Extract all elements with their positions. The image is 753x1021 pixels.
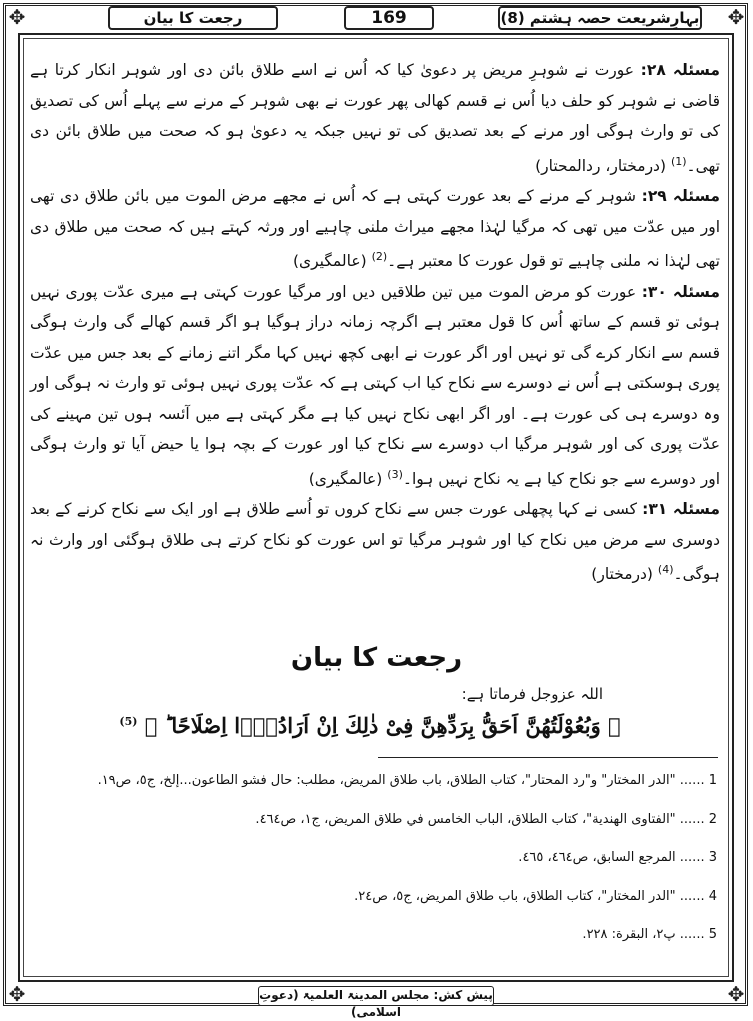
ornament-icon: ✥ — [8, 982, 26, 1006]
footnote-item: 2 ...... "الفتاوى الهندية"، كتاب الطلاق، الباب الخامس في طلاق المريض، ج١، ص٤٦٤. — [255, 811, 717, 827]
footnote-divider — [378, 757, 718, 758]
source-citation: (درمختار) — [591, 565, 653, 584]
intro-line: اللہ عزوجل فرماتا ہے: — [461, 685, 603, 703]
footnotes — [40, 762, 717, 955]
footnote-item: 5 ...... پ٢، البقرة: ٢٢٨. — [582, 927, 717, 942]
footnote-marker: 1 — [708, 773, 717, 788]
ornament-icon: ✥ — [727, 982, 745, 1006]
footnote-item: 4 ...... "الدر المختار"، كتاب الطلاق، باب طلاق المريض، ج٥، ص٢٤. — [354, 888, 717, 904]
masala-28 — [30, 55, 720, 181]
footnote-text: "الدر المختار"، كتاب الطلاق، باب طلاق المريض، ج٥، ص٢٤. — [354, 888, 676, 904]
footnote-ref: (1) — [670, 154, 687, 168]
masala-label: مسئلہ ۲۹: — [641, 187, 720, 206]
masala-text: شوہر کے مرنے کے بعد عورت کہتی ہے کہ اُس نے مجھے مرض الموت میں بائن طلاق دی تھی اور میں عدّت میں تھی کہ مرگیا لہٰذا مجھے میراث ملنی چاہیے اور ورثہ کہتے ہیں کہ صحت میں طلاق دی تھی لہٰذا نہ ملنی چاہیے تو قول عورت کا معتبر ہے۔ — [30, 187, 720, 271]
header-chapter-title: رجعت کا بیان — [108, 6, 278, 30]
footnote-marker: 2 — [708, 811, 717, 827]
footnote-item: 1 ...... "الدر المختار" و"رد المحتار"، كتاب الطلاق، باب طلاق المريض، مطلب: حال فشو الطاعون...إلخ، ج٥، ص١٩. — [97, 773, 717, 788]
footnote-text: "الفتاوى الهندية"، كتاب الطلاق، الباب الخامس في طلاق المريض، ج١، ص٤٦٤. — [255, 811, 676, 827]
quran-verse — [90, 713, 650, 738]
ornament-icon: ✥ — [727, 5, 745, 29]
section-heading: رجعت کا بیان — [290, 643, 463, 673]
footnote-marker: 4 — [708, 888, 717, 904]
footnote-ref: (5) — [119, 715, 138, 728]
source-citation: (درمختار، ردالمحتار) — [535, 156, 666, 175]
masala-label: مسئلہ ۳۰: — [641, 282, 720, 301]
publisher-footer: پیش کش: مجلس المدینۃ العلمیۃ (دعوتِ اسلامی) — [259, 988, 493, 1019]
footnote-ref: (2) — [371, 250, 388, 264]
footnote-marker: 3 — [708, 850, 717, 865]
ornament-icon: ✥ — [8, 5, 26, 29]
footnote-text: "الدر المختار" و"رد المحتار"، كتاب الطلاق، باب طلاق المريض، مطلب: حال فشو الطاعون...إلخ، ج٥، ص١٩. — [97, 773, 676, 788]
footnote-ref: (3) — [387, 467, 403, 481]
page-number: 169 — [344, 6, 434, 30]
masala-text: عورت نے شوہرِ مریض پر دعویٰ کیا کہ اُس نے اسے طلاق بائن دی اور شوہر انکار کرتا ہے قاضی نے شوہر کو حلف دیا اُس نے قسم کھالی پھر عورت نے بھی شوہر کے مرنے سے پہلے اُس کی تصدیق کی تو وارث ہوگی اور مرنے کے بعد تصدیق کی تو نہیں جبکہ یہ دعویٰ ہو کہ صحت میں طلاق بائن دی تھی۔ — [30, 61, 720, 175]
masala-31 — [30, 494, 720, 590]
source-citation: (عالمگیری) — [308, 469, 383, 488]
footnote-text: المرجع السابق، ص٤٦٤، ٤٦٥. — [518, 850, 676, 865]
masala-text: کسی نے کہا پچھلی عورت جس سے نکاح کروں تو اُسے طلاق ہے اور ایک سے نکاح کرنے کے بعد دوسری سے مرض میں نکاح کیا اور شوہر مرگیا تو اس عورت کو نکاح کرتے ہی طلاق ہوگئی اور وارث نہ ہوگی۔ — [30, 500, 720, 584]
masala-label: مسئلہ ۳۱: — [642, 500, 720, 519]
masala-label: مسئلہ ۲۸: — [640, 61, 720, 79]
masala-29 — [30, 181, 720, 277]
source-citation: (عالمگیری) — [292, 252, 367, 271]
footnote-item: 3 ...... المرجع السابق، ص٤٦٤، ٤٦٥. — [518, 850, 717, 865]
footnote-ref: (4) — [657, 563, 674, 577]
main-text — [30, 55, 720, 590]
ayah-text: ﴿ وَبُعُوْلَتُهُنَّ اَحَقُّ بِرَدِّهِنَّ فِیْ ذٰلِكَ اِنْ اَرَادُوْۤا اِصْلَاحًا ؕ ﴾ — [144, 713, 621, 738]
masala-text: عورت کو مرض الموت میں تین طلاقیں دیں اور مرگیا عورت کہتی ہے میری عدّت پوری نہیں ہوئی تو قسم کے ساتھ اُس کا قول معتبر ہے اگرچہ زمانہ دراز ہوگیا ہو اگر قسم کھالے گی وارث ہوگی قسم سے انکار کرے گی تو نہیں اور اگر عورت نے ابھی کچھ نہیں کہا مگر اتنے زمانے کے بعد جس میں عدّت پوری ہوسکتی ہے اُس نے دوسرے سے نکاح کیا اب کہتی ہے کہ عدّت پوری نہیں ہوئی تو وارث نہ ہوگی اور وہ دوسرے ہی کی عورت ہے۔ اور اگر ابھی نکاح نہیں کیا ہے مگر کہتی ہے میں آئسہ ہوں تین مہینے کی عدّت پوری کی اور شوہر مرگیا اب دوسرے سے نکاح کیا اور عورت کے بچہ ہوا یا حیض آیا تو وارث ہوگی اور دوسرے سے جو نکاح کیا ہے یہ نکاح نہیں ہوا۔ — [30, 282, 720, 488]
header-book-title: بہارِشریعت حصہ ہشتم (8) — [498, 6, 702, 30]
masala-30 — [30, 277, 720, 495]
footnote-marker: 5 — [708, 927, 717, 942]
footnote-text: پ٢، البقرة: ٢٢٨. — [582, 927, 676, 942]
